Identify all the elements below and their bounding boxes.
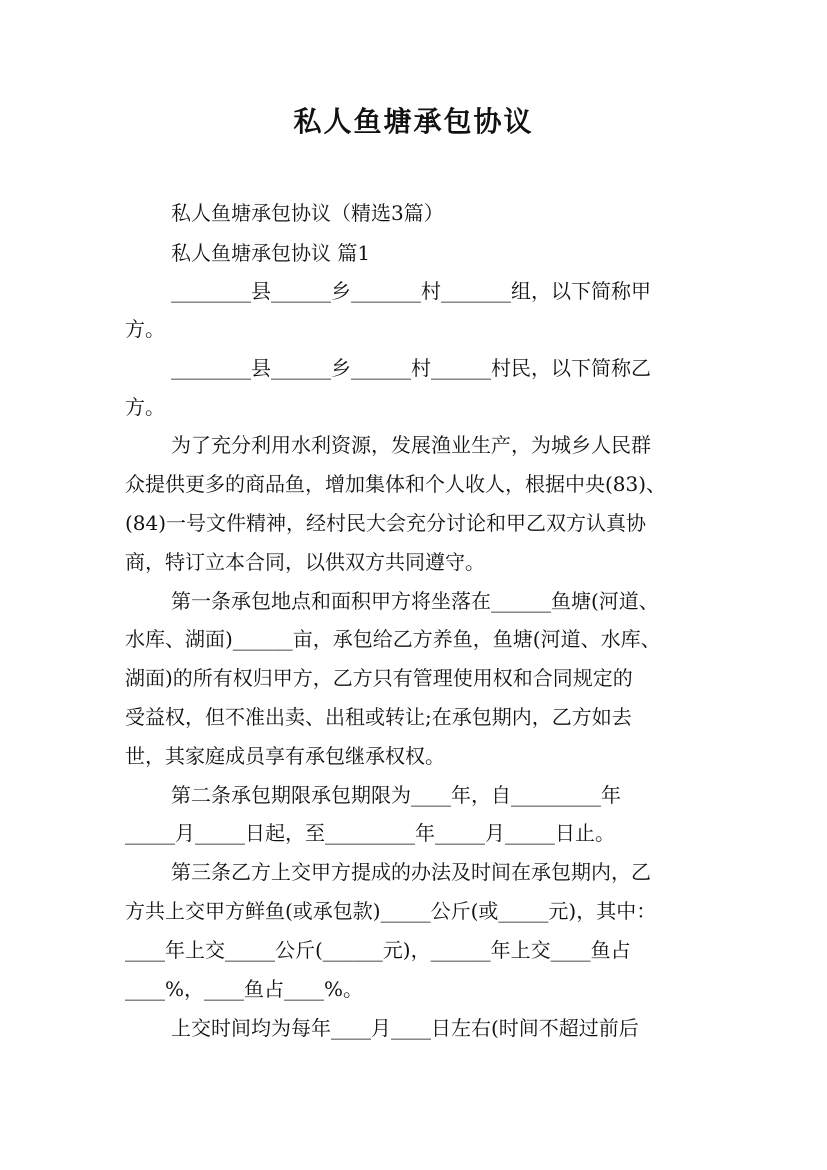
body-line: 受益权，但不准出卖、出租或转让;在承包期内，乙方如去 bbox=[125, 705, 632, 729]
body-line: 众提供更多的商品鱼，增加集体和个人收人，根据中央(83)、 bbox=[125, 472, 667, 496]
body-line: 第三条乙方上交甲方提成的办法及时间在承包期内，乙 bbox=[171, 860, 651, 884]
body-line: 第二条承包期限承包期限为____年，自_________年 bbox=[171, 783, 621, 807]
body-line: 方。 bbox=[125, 395, 165, 419]
body-line: _____月_____日起，至_________年_____月_____日止。 bbox=[125, 821, 615, 845]
body-line: 为了充分利用水利资源，发展渔业生产，为城乡人民群 bbox=[171, 433, 651, 457]
body-line: 方。 bbox=[125, 317, 165, 341]
body-line: ____年上交_____公斤(______元)，______年上交____鱼占 bbox=[125, 938, 631, 962]
body-line: ____%，____鱼占____%。 bbox=[125, 977, 364, 1001]
subtitle-line: 私人鱼塘承包协议（精选3篇） bbox=[171, 201, 444, 225]
body-line: 方共上交甲方鲜鱼(或承包款)_____公斤(或_____元)，其中： bbox=[125, 899, 657, 923]
body-line: ________县______乡_______村_______组，以下简称甲 bbox=[171, 279, 651, 303]
body-line: 上交时间均为每年____月____日左右(时间不超过前后 bbox=[171, 1016, 639, 1040]
section-heading: 私人鱼塘承包协议 篇1 bbox=[171, 241, 371, 265]
body-line: 水库、湖面)______亩，承包给乙方养鱼，鱼塘(河道、水库、 bbox=[125, 627, 661, 651]
body-line: (84)一号文件精神，经村民大会充分讨论和甲乙双方认真协 bbox=[125, 511, 647, 535]
body-line: 世，其家庭成员享有承包继承权权。 bbox=[125, 744, 445, 768]
document-title: 私人鱼塘承包协议 bbox=[293, 105, 534, 138]
body-line: 商，特订立本合同，以供双方共同遵守。 bbox=[125, 550, 485, 574]
body-line: 第一条承包地点和面积甲方将坐落在______鱼塘(河道、 bbox=[171, 589, 659, 613]
body-line: 湖面)的所有权归甲方，乙方只有管理使用权和合同规定的 bbox=[125, 666, 633, 690]
body-line: ________县______乡______村______村民，以下简称乙 bbox=[171, 356, 651, 380]
